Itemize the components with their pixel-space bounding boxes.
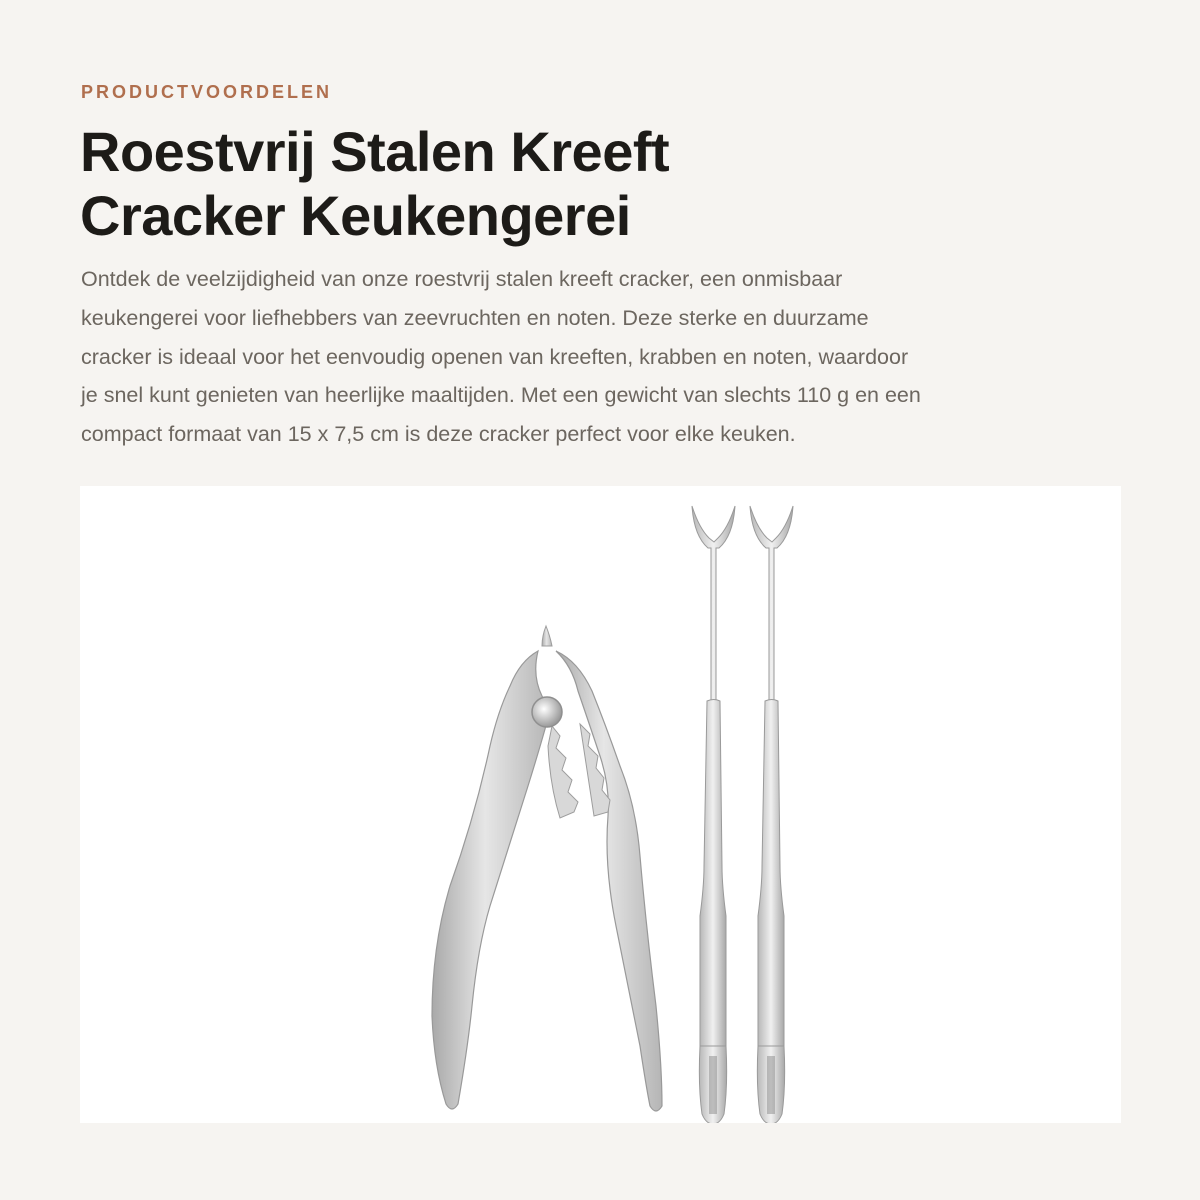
product-illustration (80, 486, 1121, 1123)
title-line-1: Roestvrij Stalen Kreeft (80, 120, 670, 183)
description-line-2: keukengerei voor liefhebbers van zeevruchten en noten. Deze sterke en duurzame (81, 305, 869, 330)
page-title (80, 120, 1080, 248)
description-line-1: Ontdek de veelzijdigheid van onze roestvrij stalen kreeft cracker, een onmisbaar (81, 267, 843, 291)
seafood-fork-icon (692, 506, 735, 1123)
description-line-3: cracker is ideaal voor het eenvoudig openen van kreeften, krabben en noten, waardoor (81, 344, 909, 369)
lobster-cracker-icon (432, 626, 662, 1111)
section-eyebrow: PRODUCTVOORDELEN (81, 82, 333, 102)
title-line-2: Cracker Keukengerei (80, 184, 631, 247)
seafood-fork-icon (750, 506, 793, 1123)
product-image (80, 486, 1121, 1123)
product-description (81, 260, 1131, 454)
description-line-4: je snel kunt genieten van heerlijke maaltijden. Met een gewicht van slechts 110 g en een (81, 383, 921, 408)
description-line-5: compact formaat van 15 x 7,5 cm is deze cracker perfect voor elke keuken. (81, 422, 796, 447)
